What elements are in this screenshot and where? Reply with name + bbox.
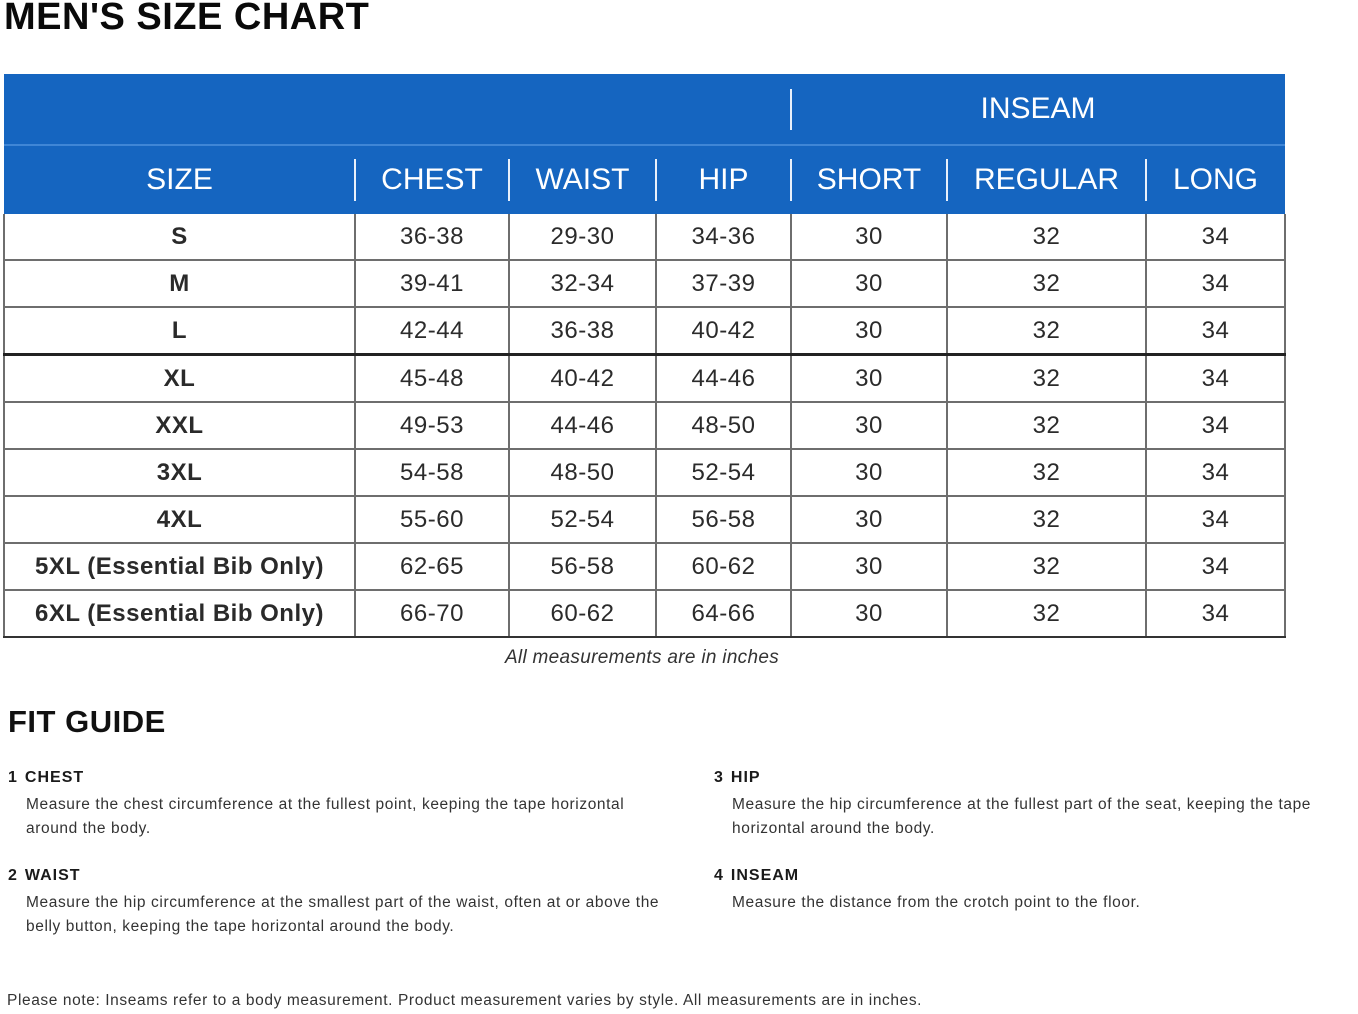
cell-short: 30	[791, 402, 947, 449]
fit-guide-text: Measure the distance from the crotch point to the floor.	[732, 894, 1141, 911]
cell-long: 34	[1146, 260, 1285, 307]
column-header-waist: WAIST	[509, 145, 656, 214]
table-row	[4, 496, 1285, 543]
cell-short: 30	[791, 214, 947, 260]
column-header-hip: HIP	[656, 145, 791, 214]
fit-guide-label: CHEST	[24, 769, 85, 786]
cell-hip: 60-62	[656, 543, 791, 590]
fit-guide-label: INSEAM	[730, 867, 800, 884]
fit-guide-heading	[8, 768, 648, 788]
measurement-note: All measurements are in inches	[504, 647, 780, 668]
fit-guide-number: 1	[8, 769, 18, 786]
column-header-size: SIZE	[4, 145, 355, 214]
fit-guide-label: WAIST	[24, 867, 81, 884]
cell-chest: 62-65	[355, 543, 509, 590]
cell-chest: 55-60	[355, 496, 509, 543]
cell-short: 30	[791, 543, 947, 590]
cell-waist: 52-54	[509, 496, 656, 543]
cell-short: 30	[791, 355, 947, 403]
cell-short: 30	[791, 449, 947, 496]
cell-size: XXL	[4, 402, 355, 449]
cell-long: 34	[1146, 543, 1285, 590]
cell-size: XL	[4, 355, 355, 403]
inseam-group-header: INSEAM	[791, 74, 1285, 145]
cell-waist: 29-30	[509, 214, 656, 260]
cell-waist: 48-50	[509, 449, 656, 496]
cell-chest: 54-58	[355, 449, 509, 496]
cell-regular: 32	[947, 590, 1146, 637]
cell-hip: 56-58	[656, 496, 791, 543]
cell-regular: 32	[947, 307, 1146, 355]
fit-guide-title: FIT GUIDE	[8, 704, 166, 739]
table-row	[4, 260, 1285, 307]
footnote: Please note: Inseams refer to a body measurement. Product measurement varies by style. All measurements are in inches.	[7, 992, 923, 1009]
cell-chest: 49-53	[355, 402, 509, 449]
column-header-regular: REGULAR	[947, 145, 1146, 214]
cell-hip: 34-36	[656, 214, 791, 260]
cell-chest: 39-41	[355, 260, 509, 307]
table-row	[4, 307, 1285, 355]
cell-long: 34	[1146, 496, 1285, 543]
fit-guide-waist	[8, 866, 660, 939]
cell-size: 3XL	[4, 449, 355, 496]
fit-guide-number: 2	[8, 867, 18, 884]
cell-chest: 42-44	[355, 307, 509, 355]
cell-hip: 48-50	[656, 402, 791, 449]
cell-short: 30	[791, 590, 947, 637]
fit-guide-heading	[714, 866, 1354, 886]
cell-long: 34	[1146, 214, 1285, 260]
cell-chest: 45-48	[355, 355, 509, 403]
cell-hip: 44-46	[656, 355, 791, 403]
cell-short: 30	[791, 260, 947, 307]
page-title: MEN'S SIZE CHART	[4, 0, 370, 38]
group-header-blank	[4, 74, 791, 145]
cell-regular: 32	[947, 214, 1146, 260]
cell-waist: 32-34	[509, 260, 656, 307]
cell-waist: 60-62	[509, 590, 656, 637]
table-row	[4, 355, 1285, 403]
cell-regular: 32	[947, 260, 1146, 307]
column-header-long: LONG	[1146, 145, 1285, 214]
cell-waist: 40-42	[509, 355, 656, 403]
fit-guide-number: 4	[714, 867, 724, 884]
cell-hip: 40-42	[656, 307, 791, 355]
table-row	[4, 402, 1285, 449]
table-row	[4, 449, 1285, 496]
cell-hip: 52-54	[656, 449, 791, 496]
cell-chest: 36-38	[355, 214, 509, 260]
cell-size: 5XL (Essential Bib Only)	[4, 543, 355, 590]
cell-long: 34	[1146, 355, 1285, 403]
cell-regular: 32	[947, 496, 1146, 543]
cell-long: 34	[1146, 590, 1285, 637]
fit-guide-heading	[714, 768, 1354, 788]
column-header-row	[4, 145, 1285, 214]
cell-short: 30	[791, 496, 947, 543]
group-header-row	[4, 74, 1285, 145]
cell-long: 34	[1146, 307, 1285, 355]
cell-long: 34	[1146, 402, 1285, 449]
fit-guide-hip	[714, 768, 1354, 841]
cell-size: 6XL (Essential Bib Only)	[4, 590, 355, 637]
fit-guide-text: Measure the hip circumference at the fullest part of the seat, keeping the tape horizontal around the body.	[732, 796, 1312, 837]
fit-guide-inseam	[714, 866, 1354, 915]
cell-waist: 36-38	[509, 307, 656, 355]
fit-guide-text: Measure the hip circumference at the smallest part of the waist, often at or above the belly button, keeping the tape horizontal around the body.	[26, 894, 660, 935]
cell-size: 4XL	[4, 496, 355, 543]
cell-short: 30	[791, 307, 947, 355]
cell-size: M	[4, 260, 355, 307]
fit-guide-heading	[8, 866, 648, 886]
table-row	[4, 543, 1285, 590]
size-table-body	[4, 214, 1285, 637]
fit-guide-chest	[8, 768, 648, 841]
column-header-short: SHORT	[791, 145, 947, 214]
table-row	[4, 214, 1285, 260]
cell-regular: 32	[947, 402, 1146, 449]
cell-regular: 32	[947, 449, 1146, 496]
cell-regular: 32	[947, 355, 1146, 403]
cell-size: S	[4, 214, 355, 260]
fit-guide-number: 3	[714, 769, 724, 786]
cell-size: L	[4, 307, 355, 355]
fit-guide-label: HIP	[730, 769, 761, 786]
fit-guide-text: Measure the chest circumference at the fullest point, keeping the tape horizontal around the body.	[26, 796, 625, 837]
table-row	[4, 590, 1285, 637]
cell-regular: 32	[947, 543, 1146, 590]
cell-waist: 56-58	[509, 543, 656, 590]
cell-chest: 66-70	[355, 590, 509, 637]
cell-hip: 64-66	[656, 590, 791, 637]
cell-waist: 44-46	[509, 402, 656, 449]
column-header-chest: CHEST	[355, 145, 509, 214]
cell-hip: 37-39	[656, 260, 791, 307]
size-chart-table	[3, 74, 1286, 638]
cell-long: 34	[1146, 449, 1285, 496]
